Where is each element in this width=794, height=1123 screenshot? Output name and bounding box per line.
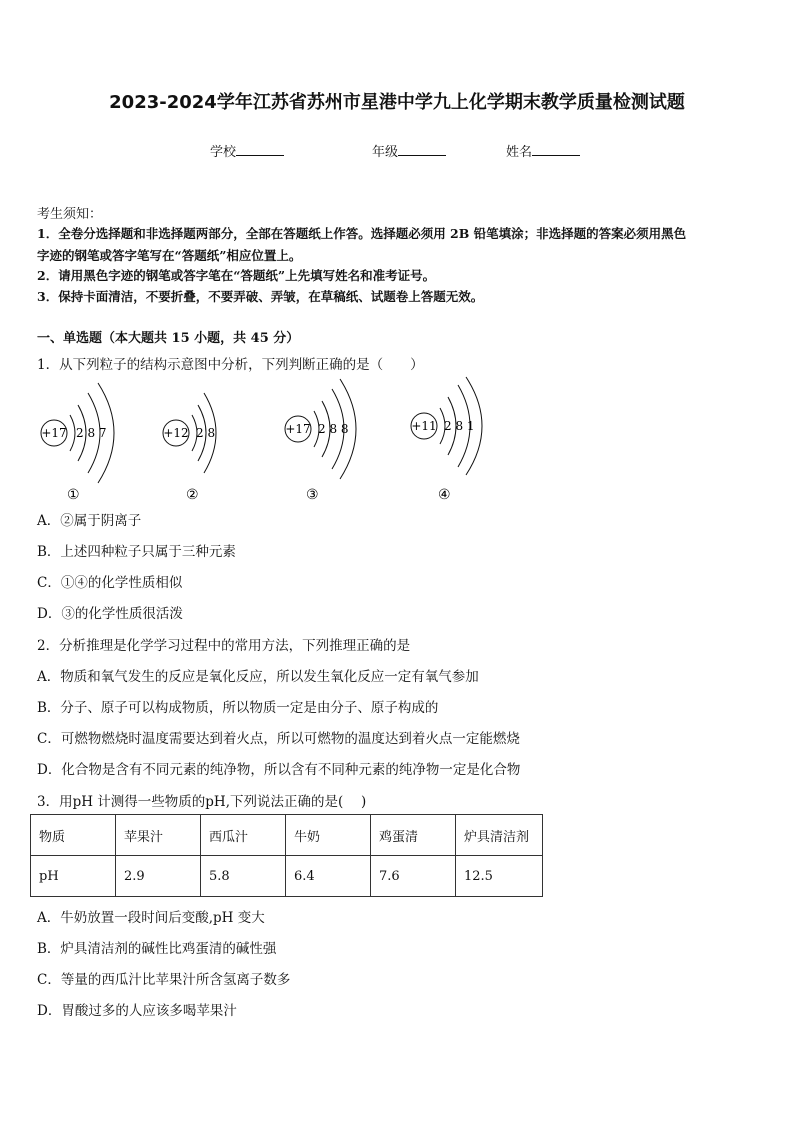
q2-option-d[interactable]: D．化合物是含有不同元素的纯净物，所以含有不同种元素的纯净物一定是化合物 — [37, 762, 521, 778]
ph-table — [30, 814, 543, 897]
table-cell: 苹果汁 — [116, 815, 201, 856]
notice-label: 考生须知： — [37, 207, 103, 222]
notice-item-3: 3．保持卡面清洁，不要折叠，不要弄破、弄皱，在草稿纸、试题卷上答题无效。 — [37, 289, 484, 304]
grade-blank[interactable] — [398, 143, 446, 156]
table-cell: 西瓜汁 — [201, 815, 286, 856]
notice-item-1-cont: 字迹的钢笔或答字笔写在“答题纸”相应位置上。 — [37, 248, 302, 263]
name-label: 姓名 — [506, 145, 533, 160]
q2-option-b[interactable]: B．分子、原子可以构成物质，所以物质一定是由分子、原子构成的 — [37, 700, 439, 716]
question-1-stem: 1．从下列粒子的结构示意图中分析，下列判断正确的是（ ） — [37, 357, 424, 373]
atom-1-label: ① — [67, 487, 80, 503]
school-label: 学校 — [210, 145, 237, 160]
table-cell: 5.8 — [201, 856, 286, 897]
q1-option-a[interactable]: A．②属于阴离子 — [37, 513, 142, 529]
table-cell: 12.5 — [456, 856, 543, 897]
table-cell: 7.6 — [371, 856, 456, 897]
table-row — [31, 856, 543, 897]
section-heading: 一、单选题（本大题共 15 小题，共 45 分） — [37, 331, 300, 346]
atom-2-label: ② — [186, 487, 199, 503]
atom-diagram-3 — [285, 379, 356, 503]
atom-3-label: ③ — [306, 487, 319, 503]
atom-2-electrons: 2 8 — [196, 426, 216, 440]
q2-option-c[interactable]: C．可燃物燃烧时温度需要达到着火点，所以可燃物的温度达到着火点一定能燃烧 — [37, 731, 520, 747]
table-cell: 物质 — [31, 815, 116, 856]
atom-4-electrons: 2 8 1 — [444, 419, 475, 433]
table-cell: pH — [31, 856, 116, 897]
question-2-stem: 2．分析推理是化学学习过程中的常用方法，下列推理正确的是 — [37, 638, 411, 654]
q1-option-c[interactable]: C．①④的化学性质相似 — [37, 575, 183, 591]
q3-option-b[interactable]: B．炉具清洁剂的碱性比鸡蛋清的碱性强 — [37, 941, 277, 957]
atom-4-nucleus: +11 — [411, 419, 437, 433]
atom-diagram-1 — [41, 383, 114, 503]
school-field[interactable] — [210, 141, 284, 160]
grade-field[interactable] — [372, 141, 446, 160]
atom-4-label: ④ — [438, 487, 451, 503]
table-cell: 鸡蛋清 — [371, 815, 456, 856]
name-blank[interactable] — [532, 143, 580, 156]
q1-option-d[interactable]: D．③的化学性质很活泼 — [37, 606, 183, 622]
q1-option-b[interactable]: B．上述四种粒子只属于三种元素 — [37, 544, 236, 560]
table-header-row — [31, 815, 543, 856]
q3-option-a[interactable]: A．牛奶放置一段时间后变酸,pH 变大 — [37, 910, 265, 926]
atom-1-nucleus: +17 — [41, 426, 67, 440]
q2-option-a[interactable]: A．物质和氧气发生的反应是氧化反应，所以发生氧化反应一定有氧气参加 — [37, 669, 479, 685]
grade-label: 年级 — [372, 145, 399, 160]
school-blank[interactable] — [236, 143, 284, 156]
notice-item-2: 2．请用黑色字迹的钢笔或答字笔在“答题纸”上先填写姓名和准考证号。 — [37, 268, 436, 283]
q3-option-d[interactable]: D．胃酸过多的人应该多喝苹果汁 — [37, 1003, 237, 1019]
table-cell: 牛奶 — [286, 815, 371, 856]
atom-1-electrons: 2 8 7 — [76, 426, 107, 440]
table-cell: 炉具清洁剂 — [456, 815, 543, 856]
atom-2-nucleus: +12 — [163, 426, 189, 440]
name-field[interactable] — [506, 141, 580, 160]
table-cell: 6.4 — [286, 856, 371, 897]
atom-structure-diagrams — [0, 375, 794, 505]
atom-diagram-2 — [163, 393, 216, 503]
atom-3-nucleus: +17 — [285, 422, 311, 436]
table-cell: 2.9 — [116, 856, 201, 897]
q3-option-c[interactable]: C．等量的西瓜汁比苹果汁所含氢离子数多 — [37, 972, 291, 988]
page-title: 2023-2024学年江苏省苏州市星港中学九上化学期末教学质量检测试题 — [109, 92, 685, 113]
question-3-stem: 3．用pH 计测得一些物质的pH,下列说法正确的是( ) — [37, 794, 367, 810]
atom-3-electrons: 2 8 8 — [318, 422, 349, 436]
notice-item-1: 1．全卷分选择题和非选择题两部分，全部在答题纸上作答。选择题必须用 2B 铅笔填涂；非选择题的答案必须用黑色 — [37, 226, 687, 241]
atom-diagram-4 — [411, 377, 482, 503]
